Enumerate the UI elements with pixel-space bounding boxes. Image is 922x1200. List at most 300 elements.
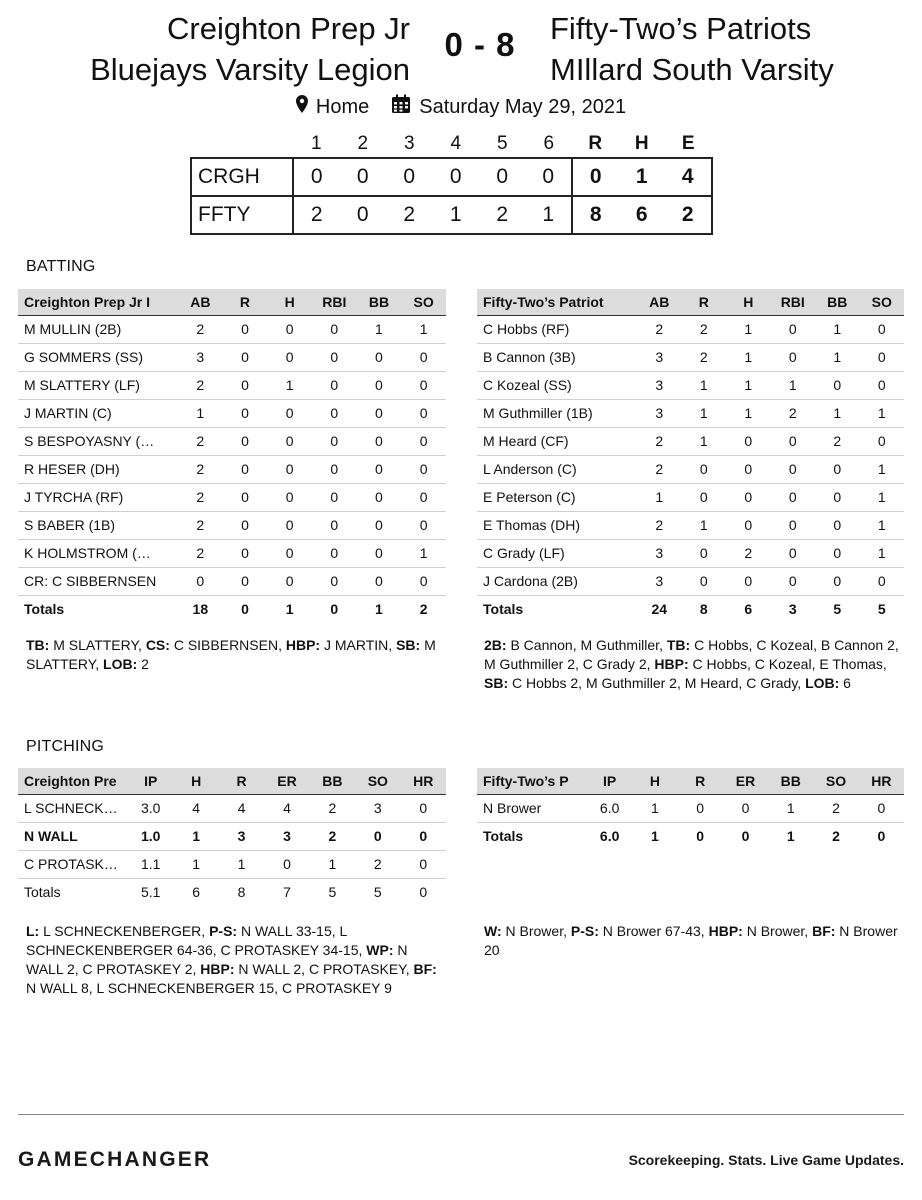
totals-cell: 6 bbox=[744, 601, 753, 618]
stat-cell: 3 bbox=[637, 539, 682, 567]
stat-cell: 1 bbox=[682, 399, 727, 427]
player-name: E Peterson (C) bbox=[477, 483, 637, 511]
stat-cell: 0 bbox=[726, 427, 771, 455]
stat-cell: 6.0 bbox=[587, 794, 632, 822]
footer-tagline: Scorekeeping. Stats. Live Game Updates. bbox=[628, 1152, 904, 1168]
player-name: CR: C SIBBERNSEN bbox=[18, 567, 178, 595]
stat-cell: 1 bbox=[632, 794, 677, 822]
stat-cell: 1 bbox=[173, 822, 218, 850]
note-key: HBP: bbox=[708, 923, 743, 939]
stat-cell: 0 bbox=[178, 567, 223, 595]
note-value: N WALL 2, C PROTASKEY 2, bbox=[26, 942, 408, 977]
stat-cell: 2 bbox=[178, 455, 223, 483]
stat-cell: 0 bbox=[357, 567, 402, 595]
away-batting-notes bbox=[484, 636, 904, 693]
stat-cell: 1 bbox=[682, 427, 727, 455]
totals-cell: 3 bbox=[788, 601, 797, 618]
note-value: L SCHNECKENBERGER, bbox=[39, 923, 210, 939]
stat-cell: 1 bbox=[771, 371, 816, 399]
linescore-cell: 1 bbox=[526, 196, 573, 234]
note-value: B Cannon, M Guthmiller, bbox=[506, 637, 667, 653]
stat-cell: 0 bbox=[401, 822, 446, 850]
stat-cell: 2 bbox=[310, 822, 355, 850]
totals-cell: 1 bbox=[786, 828, 795, 845]
table-row bbox=[18, 427, 446, 455]
stat-cell: 1 bbox=[860, 455, 905, 483]
stat-cell: 0 bbox=[312, 427, 357, 455]
totals-cell: 0 bbox=[877, 828, 886, 845]
stat-cell: 1 bbox=[815, 315, 860, 343]
stat-cell: 1 bbox=[173, 850, 218, 878]
table-row bbox=[18, 483, 446, 511]
stat-cell: 3 bbox=[637, 371, 682, 399]
stat-cell: 0 bbox=[771, 567, 816, 595]
column-header: BB bbox=[827, 293, 848, 310]
note-value: 6 bbox=[839, 675, 851, 691]
player-name: J Cardona (2B) bbox=[477, 567, 637, 595]
stat-cell: 0 bbox=[771, 315, 816, 343]
stat-cell: 0 bbox=[401, 427, 446, 455]
away-team-name-line1: Fifty-Two’s Patriots bbox=[550, 11, 812, 46]
stat-cell: 0 bbox=[223, 511, 268, 539]
player-name: C Hobbs (RF) bbox=[477, 315, 637, 343]
stat-cell: 1 bbox=[768, 794, 813, 822]
stat-cell: 1 bbox=[401, 315, 446, 343]
note-value: C Hobbs 2, M Guthmiller 2, M Heard, C Grady, bbox=[508, 675, 806, 691]
table-header-row bbox=[477, 768, 904, 794]
player-name: S BESPOYASNY (… bbox=[18, 427, 178, 455]
table-row bbox=[477, 455, 904, 483]
linescore-team: CRGH bbox=[191, 158, 293, 196]
column-header: IP bbox=[603, 772, 617, 789]
stat-cell: 0 bbox=[401, 511, 446, 539]
note-key: BF: bbox=[812, 923, 836, 939]
player-name: S BABER (1B) bbox=[18, 511, 178, 539]
stat-cell: 0 bbox=[860, 371, 905, 399]
linescore-row bbox=[191, 196, 712, 234]
stat-cell: 0 bbox=[401, 567, 446, 595]
player-name: L Anderson (C) bbox=[477, 455, 637, 483]
player-name: M Heard (CF) bbox=[477, 427, 637, 455]
stat-cell: 1.1 bbox=[128, 850, 173, 878]
stat-cell: 0 bbox=[223, 483, 268, 511]
stat-cell: 1 bbox=[637, 483, 682, 511]
player-name: C Kozeal (SS) bbox=[477, 371, 637, 399]
totals-label: Totals bbox=[24, 601, 65, 618]
stat-cell: 3 bbox=[219, 822, 264, 850]
stat-cell: 0 bbox=[726, 511, 771, 539]
note-key: BF: bbox=[413, 961, 437, 977]
stat-cell: 0 bbox=[815, 483, 860, 511]
column-header: R bbox=[236, 772, 247, 789]
note-value: M SLATTERY, bbox=[26, 637, 436, 672]
stat-cell: 0 bbox=[267, 455, 312, 483]
stat-cell: 0 bbox=[223, 315, 268, 343]
column-header: IP bbox=[144, 772, 158, 789]
note-key: LOB: bbox=[103, 656, 138, 672]
note-key: HBP: bbox=[654, 656, 689, 672]
stat-cell: 0 bbox=[401, 399, 446, 427]
table-row bbox=[18, 567, 446, 595]
final-score: 0 - 8 bbox=[444, 26, 516, 63]
note-value: N Brower, bbox=[501, 923, 571, 939]
stat-cell: 0 bbox=[860, 427, 905, 455]
home-batting-notes bbox=[26, 636, 446, 674]
stat-cell: 0 bbox=[860, 315, 905, 343]
away-pitching-notes bbox=[484, 922, 904, 960]
column-header: HR bbox=[871, 772, 892, 789]
totals-cell: 1 bbox=[375, 601, 383, 618]
stat-cell: 0 bbox=[860, 343, 905, 371]
linescore-cell: 2 bbox=[403, 203, 416, 226]
stat-cell: 0 bbox=[357, 483, 402, 511]
player-name: B Cannon (3B) bbox=[477, 343, 637, 371]
column-header: R bbox=[239, 293, 251, 310]
totals-cell: 18 bbox=[192, 601, 209, 618]
totals-cell: 6 bbox=[192, 884, 201, 901]
note-key: P-S: bbox=[570, 923, 599, 939]
stat-cell: 0 bbox=[860, 567, 905, 595]
note-key: P-S: bbox=[209, 923, 238, 939]
note-key: LOB: bbox=[805, 675, 840, 691]
stat-cell: 0 bbox=[357, 455, 402, 483]
stat-cell: 0 bbox=[815, 511, 860, 539]
stat-cell: 0 bbox=[312, 371, 357, 399]
stat-cell: 0 bbox=[312, 483, 357, 511]
linescore-runs: 0 bbox=[589, 165, 602, 188]
player-name: L SCHNECK… bbox=[18, 794, 128, 822]
totals-cell: 8 bbox=[699, 601, 708, 618]
stat-cell: 0 bbox=[312, 399, 357, 427]
table-row bbox=[477, 343, 904, 371]
stat-cell: 0 bbox=[312, 567, 357, 595]
stat-cell: 0 bbox=[355, 822, 400, 850]
stat-cell: 1 bbox=[726, 315, 771, 343]
stat-cell: 2 bbox=[178, 371, 223, 399]
stat-cell: 1 bbox=[726, 343, 771, 371]
totals-cell: 5 bbox=[877, 601, 886, 618]
player-name: N Brower bbox=[477, 794, 587, 822]
stat-cell: 1 bbox=[219, 850, 264, 878]
linescore-col-header: 6 bbox=[543, 132, 555, 154]
stat-cell: 0 bbox=[267, 343, 312, 371]
stat-cell: 4 bbox=[219, 794, 264, 822]
linescore-cell: 2 bbox=[496, 203, 509, 226]
stat-cell: 0 bbox=[223, 455, 268, 483]
totals-label: Totals bbox=[24, 884, 61, 901]
stat-cell: 1 bbox=[178, 399, 223, 427]
batting-section-label: BATTING bbox=[26, 258, 96, 275]
home-team-name-line1: Creighton Prep Jr bbox=[167, 11, 410, 46]
stat-cell: 0 bbox=[678, 794, 723, 822]
player-name: J TYRCHA (RF) bbox=[18, 483, 178, 511]
away-team-name bbox=[550, 8, 922, 90]
game-location: Home bbox=[315, 95, 370, 118]
column-header: RBI bbox=[322, 293, 347, 310]
player-name: E Thomas (DH) bbox=[477, 511, 637, 539]
stat-cell: 0 bbox=[357, 427, 402, 455]
stat-cell: 2 bbox=[637, 511, 682, 539]
home-team-name-line2: Bluejays Varsity Legion bbox=[90, 52, 410, 87]
stat-cell: 1 bbox=[401, 539, 446, 567]
note-value: C SIBBERNSEN, bbox=[169, 637, 286, 653]
linescore-col-header: 3 bbox=[403, 132, 415, 154]
totals-row bbox=[477, 595, 904, 623]
column-header: Creighton Prep Jr I bbox=[24, 293, 151, 310]
column-header: ER bbox=[277, 772, 297, 789]
column-header: R bbox=[695, 772, 706, 789]
stat-cell: 0 bbox=[312, 343, 357, 371]
away-pitching-table bbox=[477, 768, 904, 850]
linescore-col-header: 2 bbox=[357, 132, 369, 154]
linescore-cell: 0 bbox=[310, 165, 323, 188]
player-name: C Grady (LF) bbox=[477, 539, 637, 567]
stat-cell: 0 bbox=[223, 539, 268, 567]
linescore-table bbox=[190, 132, 713, 235]
stat-cell: 2 bbox=[637, 455, 682, 483]
stat-cell: 1.0 bbox=[128, 822, 173, 850]
stat-cell: 0 bbox=[312, 511, 357, 539]
home-batting-table bbox=[18, 289, 446, 623]
column-header: SO bbox=[367, 772, 388, 789]
table-header-row bbox=[18, 289, 446, 315]
stat-cell: 1 bbox=[860, 483, 905, 511]
totals-cell: 5.1 bbox=[140, 884, 161, 901]
column-header: Fifty-Two’s P bbox=[483, 772, 569, 789]
note-value: N WALL 33-15, L SCHNECKENBERGER 64-36, C PROTASKEY 34-15, bbox=[26, 923, 367, 958]
linescore-col-header: R bbox=[588, 132, 603, 154]
totals-row bbox=[18, 878, 446, 906]
totals-cell: 1 bbox=[285, 601, 294, 618]
stat-cell: 0 bbox=[223, 427, 268, 455]
stat-cell: 0 bbox=[223, 567, 268, 595]
note-value: N Brower 20 bbox=[484, 923, 898, 958]
stat-cell: 0 bbox=[682, 539, 727, 567]
linescore-runs: 8 bbox=[589, 203, 602, 226]
column-header: Creighton Pre bbox=[24, 772, 117, 789]
totals-cell: 6.0 bbox=[599, 828, 620, 845]
note-key: CS: bbox=[145, 637, 170, 653]
column-header: BB bbox=[368, 293, 390, 310]
totals-cell: 5 bbox=[373, 884, 382, 901]
column-header: BB bbox=[780, 772, 801, 789]
home-pitching-notes bbox=[26, 922, 446, 998]
table-row bbox=[18, 343, 446, 371]
stat-cell: 0 bbox=[267, 539, 312, 567]
stat-cell: 0 bbox=[357, 343, 402, 371]
stat-cell: 0 bbox=[267, 427, 312, 455]
stat-cell: 3 bbox=[355, 794, 400, 822]
stat-cell: 0 bbox=[682, 483, 727, 511]
table-row bbox=[477, 427, 904, 455]
game-date: Saturday May 29, 2021 bbox=[419, 95, 627, 118]
totals-cell: 7 bbox=[283, 884, 291, 901]
stat-cell: 4 bbox=[264, 794, 309, 822]
column-header: R bbox=[698, 293, 709, 310]
player-name: K HOLMSTROM (… bbox=[18, 539, 178, 567]
note-key: TB: bbox=[666, 637, 691, 653]
stat-cell: 0 bbox=[771, 455, 816, 483]
linescore-cell: 2 bbox=[310, 203, 323, 226]
note-value: N WALL 8, L SCHNECKENBERGER 15, C PROTASKEY 9 bbox=[26, 980, 392, 996]
note-key: W: bbox=[484, 923, 502, 939]
table-row bbox=[18, 371, 446, 399]
stat-cell: 0 bbox=[771, 483, 816, 511]
linescore-cell: 0 bbox=[526, 158, 573, 196]
table-row bbox=[18, 399, 446, 427]
linescore-hits: 6 bbox=[635, 203, 648, 226]
stat-cell: 0 bbox=[726, 455, 771, 483]
table-row bbox=[18, 794, 446, 822]
away-team-name-line2: MIllard South Varsity bbox=[550, 52, 834, 87]
stat-cell: 0 bbox=[771, 343, 816, 371]
stat-cell: 1 bbox=[726, 399, 771, 427]
player-name: N WALL bbox=[18, 822, 128, 850]
stat-cell: 0 bbox=[401, 343, 446, 371]
stat-cell: 0 bbox=[401, 371, 446, 399]
player-name: G SOMMERS (SS) bbox=[18, 343, 178, 371]
column-header: H bbox=[191, 772, 202, 789]
stat-cell: 3 bbox=[637, 343, 682, 371]
linescore-col-header: 1 bbox=[310, 132, 322, 154]
linescore-cell: 0 bbox=[496, 165, 509, 188]
note-value: M SLATTERY, bbox=[49, 637, 146, 653]
footer-divider bbox=[18, 1114, 904, 1115]
stat-cell: 2 bbox=[815, 427, 860, 455]
totals-cell: 0 bbox=[741, 828, 750, 845]
stat-cell: 2 bbox=[682, 343, 727, 371]
table-header-row bbox=[477, 289, 904, 315]
stat-cell: 0 bbox=[267, 567, 312, 595]
linescore-cell: 0 bbox=[449, 165, 462, 188]
table-row bbox=[18, 822, 446, 850]
column-header: SO bbox=[825, 772, 847, 789]
away-batting-table bbox=[477, 289, 904, 623]
table-row bbox=[477, 399, 904, 427]
column-header: HR bbox=[413, 772, 434, 789]
note-key: TB: bbox=[26, 637, 50, 653]
pitching-section-label: PITCHING bbox=[26, 738, 105, 755]
stat-cell: 1 bbox=[726, 371, 771, 399]
table-row bbox=[477, 483, 904, 511]
note-key: 2B: bbox=[484, 637, 507, 653]
stat-cell: 1 bbox=[682, 511, 727, 539]
stat-cell: 2 bbox=[178, 427, 223, 455]
linescore-cell: 0 bbox=[356, 203, 369, 226]
table-row bbox=[18, 539, 446, 567]
stat-cell: 0 bbox=[726, 483, 771, 511]
totals-row bbox=[477, 822, 904, 850]
stat-cell: 0 bbox=[357, 511, 402, 539]
stat-cell: 0 bbox=[815, 539, 860, 567]
stat-cell: 0 bbox=[267, 399, 312, 427]
linescore-cell: 0 bbox=[356, 165, 369, 188]
linescore-col-header: H bbox=[634, 132, 649, 154]
stat-cell: 0 bbox=[771, 539, 816, 567]
stat-cell: 1 bbox=[860, 399, 905, 427]
stat-cell: 2 bbox=[726, 539, 771, 567]
stat-cell: 2 bbox=[637, 315, 682, 343]
stat-cell: 1 bbox=[267, 371, 312, 399]
stat-cell: 1 bbox=[310, 850, 355, 878]
totals-cell: 5 bbox=[833, 601, 842, 618]
totals-label: Totals bbox=[483, 601, 524, 618]
column-header: H bbox=[649, 772, 660, 789]
gamechanger-logo: GAMECHANGER bbox=[18, 1148, 212, 1171]
stat-cell: 2 bbox=[355, 850, 400, 878]
note-value: C Hobbs, C Kozeal, B Cannon 2, M Guthmiller 2, C Grady 2, bbox=[484, 637, 899, 672]
stat-cell: 0 bbox=[312, 539, 357, 567]
stat-cell: 0 bbox=[401, 850, 446, 878]
note-key: L: bbox=[26, 923, 40, 939]
note-value: N Brower 67-43, bbox=[598, 923, 709, 939]
stat-cell: 0 bbox=[267, 315, 312, 343]
player-name: R HESER (DH) bbox=[18, 455, 178, 483]
note-value: C Hobbs, C Kozeal, E Thomas, bbox=[688, 656, 887, 672]
totals-cell: 0 bbox=[696, 828, 705, 845]
totals-cell: 2 bbox=[419, 601, 428, 618]
stat-cell: 2 bbox=[771, 399, 816, 427]
table-row bbox=[477, 794, 904, 822]
stat-cell: 1 bbox=[860, 511, 905, 539]
stat-cell: 3 bbox=[637, 567, 682, 595]
column-header: AB bbox=[649, 293, 670, 310]
stat-cell: 3 bbox=[637, 399, 682, 427]
stat-cell: 0 bbox=[312, 315, 357, 343]
home-pitching-table bbox=[18, 768, 446, 906]
stat-cell: 1 bbox=[357, 315, 402, 343]
stat-cell: 2 bbox=[178, 511, 223, 539]
map-pin-icon bbox=[296, 95, 308, 119]
player-name: J MARTIN (C) bbox=[18, 399, 178, 427]
stat-cell: 3 bbox=[264, 822, 309, 850]
stat-cell: 0 bbox=[771, 511, 816, 539]
stat-cell: 0 bbox=[771, 427, 816, 455]
totals-cell: 5 bbox=[328, 884, 337, 901]
player-name: M MULLIN (2B) bbox=[18, 315, 178, 343]
linescore-hits: 1 bbox=[635, 165, 648, 188]
totals-cell: 0 bbox=[330, 601, 339, 618]
stat-cell: 3.0 bbox=[128, 794, 173, 822]
note-value: 2 bbox=[137, 656, 149, 672]
stat-cell: 0 bbox=[726, 567, 771, 595]
column-header: BB bbox=[322, 772, 343, 789]
note-key: WP: bbox=[366, 942, 394, 958]
linescore-errors: 2 bbox=[665, 196, 712, 234]
stat-cell: 2 bbox=[813, 794, 858, 822]
stat-cell: 2 bbox=[178, 315, 223, 343]
stat-cell: 0 bbox=[357, 399, 402, 427]
player-name: M Guthmiller (1B) bbox=[477, 399, 637, 427]
totals-label: Totals bbox=[483, 828, 524, 845]
note-value: N WALL 2, C PROTASKEY, bbox=[234, 961, 414, 977]
stat-cell: 0 bbox=[815, 371, 860, 399]
column-header: H bbox=[743, 293, 754, 310]
stat-cell: 0 bbox=[815, 567, 860, 595]
table-row bbox=[18, 511, 446, 539]
note-key: SB: bbox=[396, 637, 421, 653]
totals-cell: 24 bbox=[651, 601, 668, 618]
stat-cell: 0 bbox=[682, 567, 727, 595]
stat-cell: 0 bbox=[401, 455, 446, 483]
stat-cell: 0 bbox=[401, 794, 446, 822]
column-header: SO bbox=[413, 293, 434, 310]
stat-cell: 2 bbox=[178, 483, 223, 511]
stat-cell: 1 bbox=[860, 539, 905, 567]
stat-cell: 0 bbox=[223, 399, 268, 427]
totals-cell: 2 bbox=[832, 828, 840, 845]
column-header: ER bbox=[735, 772, 756, 789]
